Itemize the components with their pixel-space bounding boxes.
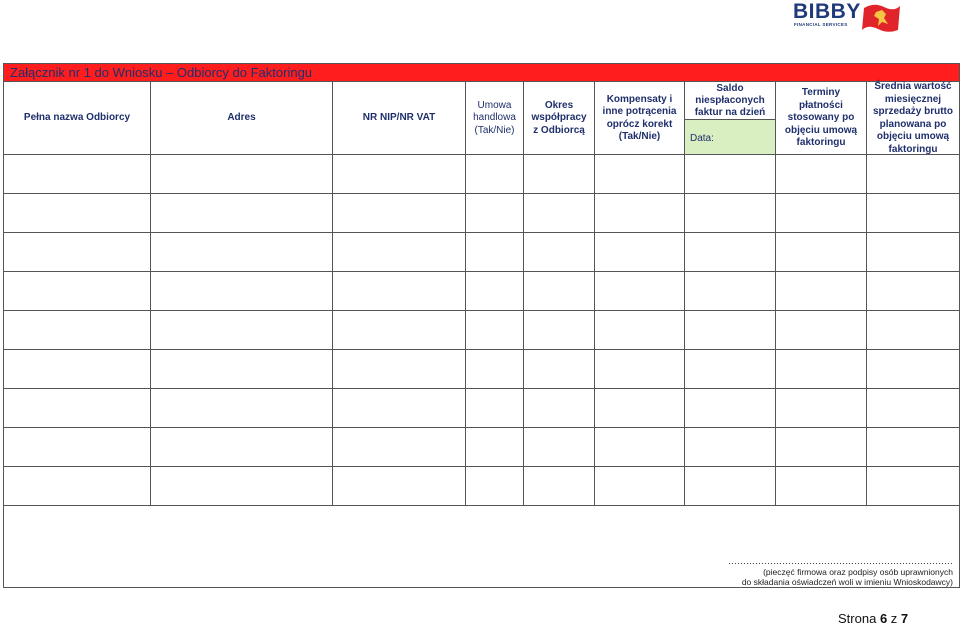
header-compensations	[595, 82, 685, 155]
header-trade-agreement	[466, 82, 524, 155]
signature-caption-line1: (pieczęć firmowa oraz podpisy osób uprawnionych	[763, 567, 953, 577]
column-divider	[523, 155, 524, 506]
logo-flag-icon	[862, 2, 902, 34]
row-divider	[4, 427, 959, 428]
row-divider	[4, 349, 959, 350]
page-current: 6	[879, 611, 888, 626]
signature-caption-line2: do składania oświadczeń woli w imieniu Wnioskodawcy)	[741, 577, 953, 587]
row-divider	[4, 154, 959, 155]
page-total: 7	[900, 611, 909, 626]
column-divider	[465, 155, 466, 506]
header-nip	[333, 82, 466, 155]
column-divider	[684, 155, 685, 506]
row-divider	[4, 466, 959, 467]
column-divider	[332, 155, 333, 506]
logo-wordmark: BIBBY	[793, 0, 861, 23]
header-label: Umowa handlowa (Tak/Nie)	[473, 99, 516, 136]
header-average-monthly-sales	[867, 82, 959, 155]
column-divider	[775, 155, 776, 506]
logo-subtitle: FINANCIAL SERVICES	[794, 22, 848, 27]
signature-dots: …………………………………………………………………	[728, 556, 953, 566]
column-divider	[866, 155, 867, 506]
row-divider	[4, 271, 959, 272]
header-label: Kompensaty i inne potrącenia oprócz korekt (Tak/Nie)	[602, 93, 677, 142]
header-balance-date-field	[685, 120, 776, 155]
header-label: Okres współpracy z Odbiorcą	[531, 99, 587, 136]
form-title-bar	[4, 64, 959, 82]
page-number	[838, 611, 908, 626]
header-outstanding-balance	[685, 82, 776, 120]
header-full-name	[4, 82, 151, 155]
page-separator: z	[890, 611, 898, 626]
signature-area	[4, 503, 959, 587]
header-label: Pełna nazwa Odbiorcy	[23, 112, 131, 124]
header-label: NR NIP/NR VAT	[362, 112, 436, 124]
form-title: Załącznik nr 1 do Wniosku – Odbiorcy do Faktoringu	[10, 65, 313, 80]
header-label: Saldo niespłaconych faktur na dzień	[694, 82, 766, 118]
row-divider	[4, 388, 959, 389]
bibby-logo	[792, 0, 904, 34]
header-address	[151, 82, 333, 155]
header-payment-terms	[776, 82, 867, 155]
header-cooperation-period	[524, 82, 595, 155]
header-label: Adres	[227, 112, 256, 124]
page-prefix: Strona	[838, 611, 877, 626]
row-divider	[4, 310, 959, 311]
header-label: Średnia wartość miesięcznej sprzedaży brutto planowana po objęciu umową faktoringu	[872, 81, 953, 155]
row-divider	[4, 193, 959, 194]
date-label: Data:	[690, 133, 714, 144]
column-divider	[150, 155, 151, 506]
column-divider	[594, 155, 595, 506]
row-divider	[4, 232, 959, 233]
receivers-form-table	[3, 63, 960, 588]
header-label: Terminy płatności stosowany po objęciu umową faktoringu	[784, 87, 858, 149]
